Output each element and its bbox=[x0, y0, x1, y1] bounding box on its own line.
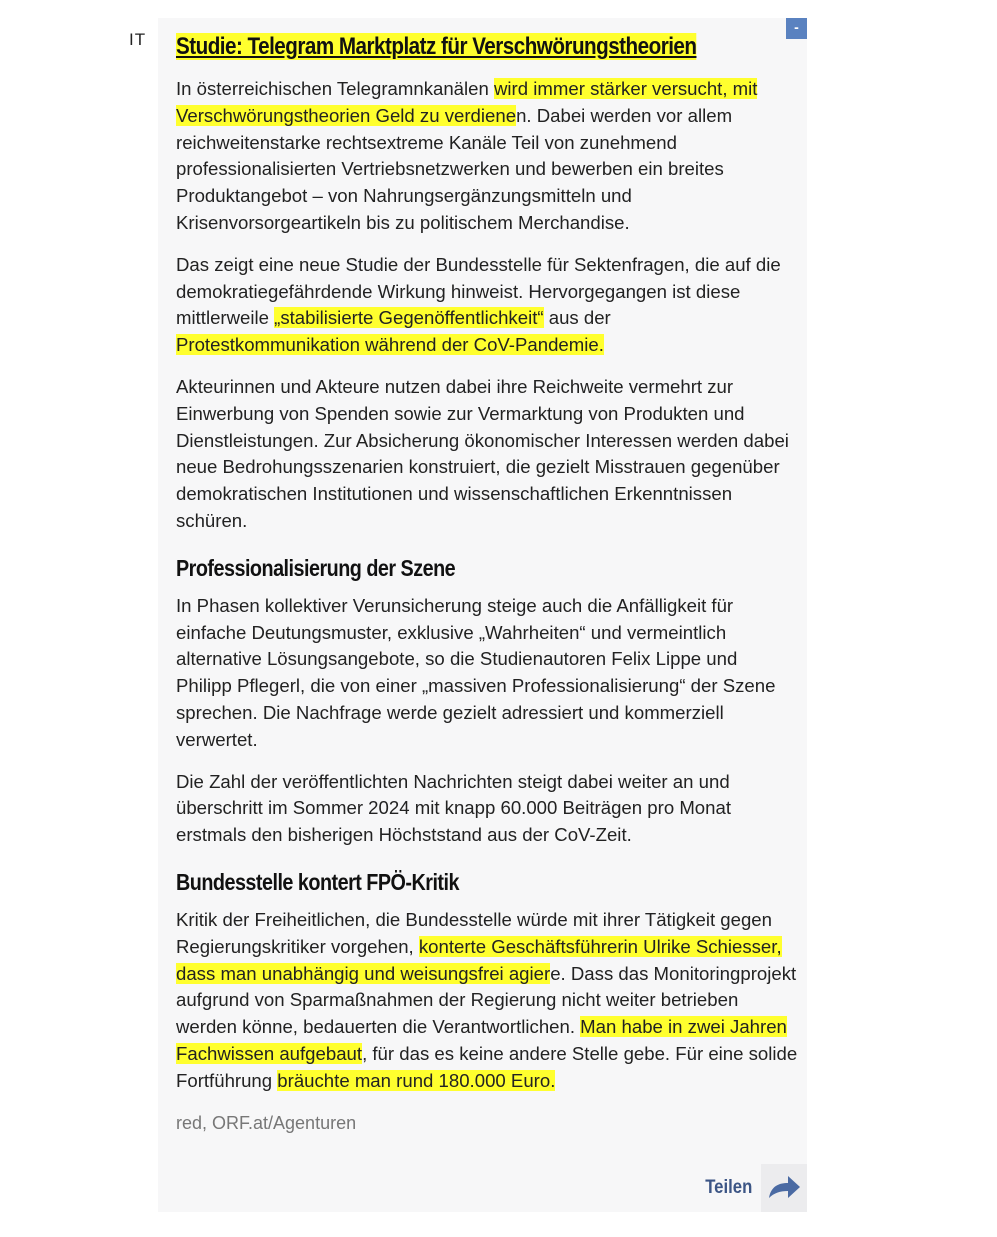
paragraph-5: Die Zahl der veröffentlichten Nachrichten steigt dabei weiter an und überschritt im Sommer 2024 mit knapp 60.000 Beiträgen pro Monat erstmals den bisherigen Höchststand aus der CoV-Zeit. bbox=[176, 770, 731, 846]
highlighted-text: wird immer stärker versucht, mit Verschwörungstheorien Geld zu verdiene bbox=[176, 78, 758, 126]
highlighted-text: bräuchte man rund 180.000 Euro. bbox=[277, 1069, 556, 1091]
paragraph-2 bbox=[176, 252, 798, 359]
paragraph-3: Akteurinnen und Akteure nutzen dabei ihre Reichweite vermehrt zur Einwerbung von Spenden sowie zur Vermarktung von Produkten und Dienstleistungen. Zur Absicherung ökonomischer Interessen werden dabei neue Bedrohungsszenarien konstruiert, die gezielt Misstrauen gegenüber demokratischen Institutionen und wissenschaftlichen Erkenntnissen schüren. bbox=[176, 375, 789, 531]
paragraph-4: In Phasen kollektiver Verunsicherung steige auch die Anfälligkeit für einfache Deutungsmuster, exklusive „Wahrheiten“ und vermeintlich alternative Lösungsangebote, so die Studienautoren Felix Lippe und Philipp Pflegerl, die von einer „massiven Professionalisierung“ der Szene sprechen. Die Nachfrage werde gezielt adressiert und kommerziell verwertet. bbox=[176, 594, 776, 750]
highlighted-text: Man habe in zwei Jahren Fachwissen aufgebaut bbox=[176, 1016, 787, 1064]
paragraph-6 bbox=[176, 907, 798, 1095]
subheading-bundesstelle: Bundesstelle kontert FPÖ-Kritik bbox=[176, 868, 459, 895]
paragraph-1 bbox=[176, 76, 798, 237]
article-title[interactable] bbox=[176, 32, 711, 62]
highlighted-text: „stabilisierte Gegenöffentlichkeit“ bbox=[274, 307, 544, 329]
text: , für das es keine andere Stelle gebe. Für eine solide Fortführung bbox=[176, 1042, 798, 1091]
collapse-button[interactable]: - bbox=[786, 18, 807, 39]
text: In österreichischen Telegramnkanälen bbox=[176, 78, 494, 99]
title-text: Studie: Telegram Marktplatz für Verschwörungstheorien bbox=[176, 33, 697, 60]
share-arrow-icon bbox=[761, 1164, 807, 1212]
share-label: Teilen bbox=[704, 1177, 752, 1198]
text: Das zeigt eine neue Studie der Bundesstelle für Sektenfragen, die auf die demokratiegefährdende Wirkung hinweist. Hervorgegangen ist diese mittlerweile bbox=[176, 253, 781, 329]
article-source: red, ORF.at/Agenturen bbox=[176, 1112, 357, 1133]
article-card bbox=[158, 18, 807, 1212]
subheading-professionalisierung: Professionalisierung der Szene bbox=[176, 554, 456, 581]
text: e. Dass das Monitoringprojekt aufgrund von Sparmaßnahmen der Regierung nicht weiter betrieben werden könne, bedauerten die Verantwortlichen. bbox=[176, 962, 797, 1038]
highlighted-text: konterte Geschäftsführerin Ulrike Schiesser, dass man unabhängig und weisungsfrei agier bbox=[176, 935, 782, 984]
text: Kritik der Freiheitlichen, die Bundesstelle würde mit ihrer Tätigkeit gegen Regierungskritiker vorgehen, bbox=[176, 908, 772, 957]
section-label: IT bbox=[129, 30, 147, 49]
text: n. Dabei werden vor allem reichweitenstarke rechtsextreme Kanäle Teil von zunehmend professionalisierten Vertriebsnetzwerken und bewerben ein breites Produktangebot – von Nahrungsergänzungsmitteln und Krisenvorsorgeartikeln bis zu politischem Merchandise. bbox=[176, 104, 733, 233]
share-button[interactable] bbox=[702, 1164, 808, 1212]
highlighted-text: Protestkommunikation während der CoV-Pandemie. bbox=[176, 334, 604, 356]
article-content bbox=[176, 32, 798, 1134]
text: aus der bbox=[543, 307, 611, 329]
